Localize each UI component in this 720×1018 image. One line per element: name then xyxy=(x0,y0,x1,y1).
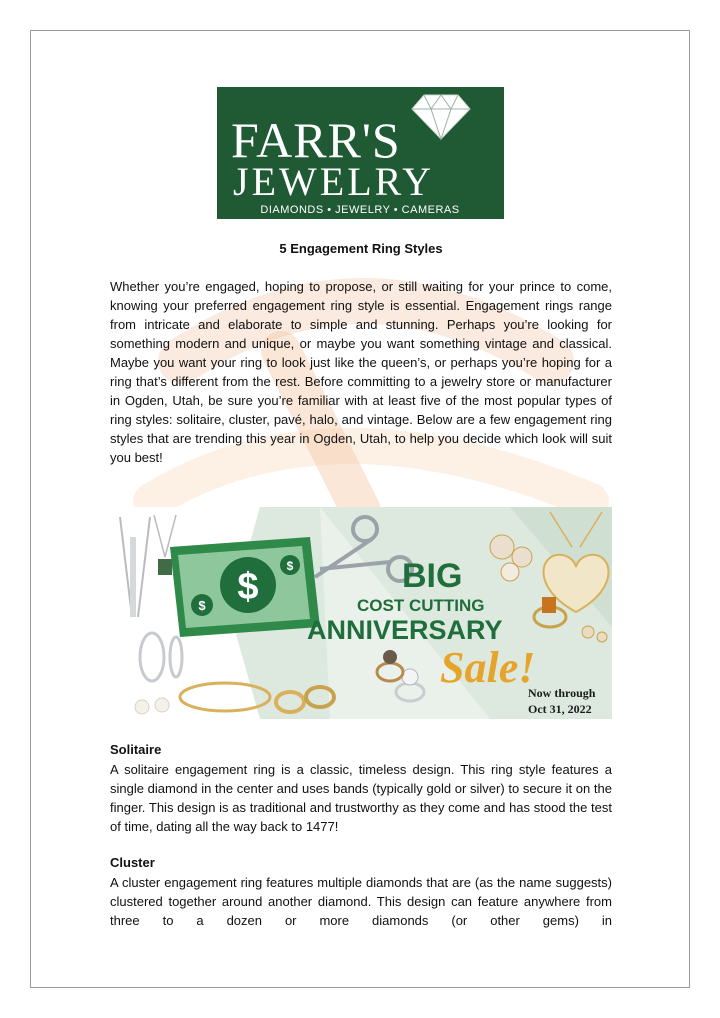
svg-text:$: $ xyxy=(237,566,259,608)
document-page xyxy=(30,30,690,988)
logo-name-line1: FARR'S xyxy=(231,112,401,168)
svg-text:$: $ xyxy=(198,598,206,613)
section-heading-solitaire: Solitaire xyxy=(110,742,162,757)
section-text-solitaire: A solitaire engagement ring is a classic, timeless design. This ring style features a single diamond in the center and uses bands (typically gold or silver) to secure it on the finger. This design is as traditional and trustworthy as they come and has stood the test of time, dating all the way back to 1477! xyxy=(110,762,612,834)
document-title: 5 Engagement Ring Styles xyxy=(279,241,443,256)
banner-date-line1: Now through xyxy=(528,686,596,700)
logo-tagline: DIAMONDS • JEWELRY • CAMERAS xyxy=(260,204,460,216)
logo-name-line2: JEWELRY xyxy=(233,159,434,204)
banner-line2: COST CUTTING xyxy=(357,596,485,615)
banner-line3: ANNIVERSARY xyxy=(307,615,503,645)
svg-text:$: $ xyxy=(286,559,294,573)
sale-banner xyxy=(110,507,612,719)
section-heading-cluster: Cluster xyxy=(110,855,155,870)
money-bill-icon xyxy=(170,537,320,637)
banner-sale: Sale! xyxy=(440,643,536,692)
farrs-jewelry-logo xyxy=(217,87,504,219)
banner-line1: BIG xyxy=(402,557,463,595)
section-text-cluster: A cluster engagement ring features multiple diamonds that are (as the name suggests) clustered together around another diamond. This design can feature anywhere from three to a dozen or more diamonds (or other gems) in xyxy=(110,875,612,928)
intro-paragraph: Whether you’re engaged, hoping to propose, or still waiting for your prince to come, knowing your preferred engagement ring style is essential. Engagement rings range from intricate and elaborate to simple and stunning. Perhaps you’re looking for something modern and unique, or maybe you want something vintage and classical. Maybe you want your ring to look just like the queen’s, or perhaps you’re hoping for a ring that’s different from the rest. Before committing to a jewelry store or manufacturer in Ogden, Utah, be sure you’re familiar with at least five of the most popular types of ring styles: solitaire, cluster, pavé, halo, and vintage. Below are a few engagement ring styles that are trending this year in Ogden, Utah, to help you decide which look will suit you best! xyxy=(110,279,612,465)
banner-date-line2: Oct 31, 2022 xyxy=(528,702,592,716)
